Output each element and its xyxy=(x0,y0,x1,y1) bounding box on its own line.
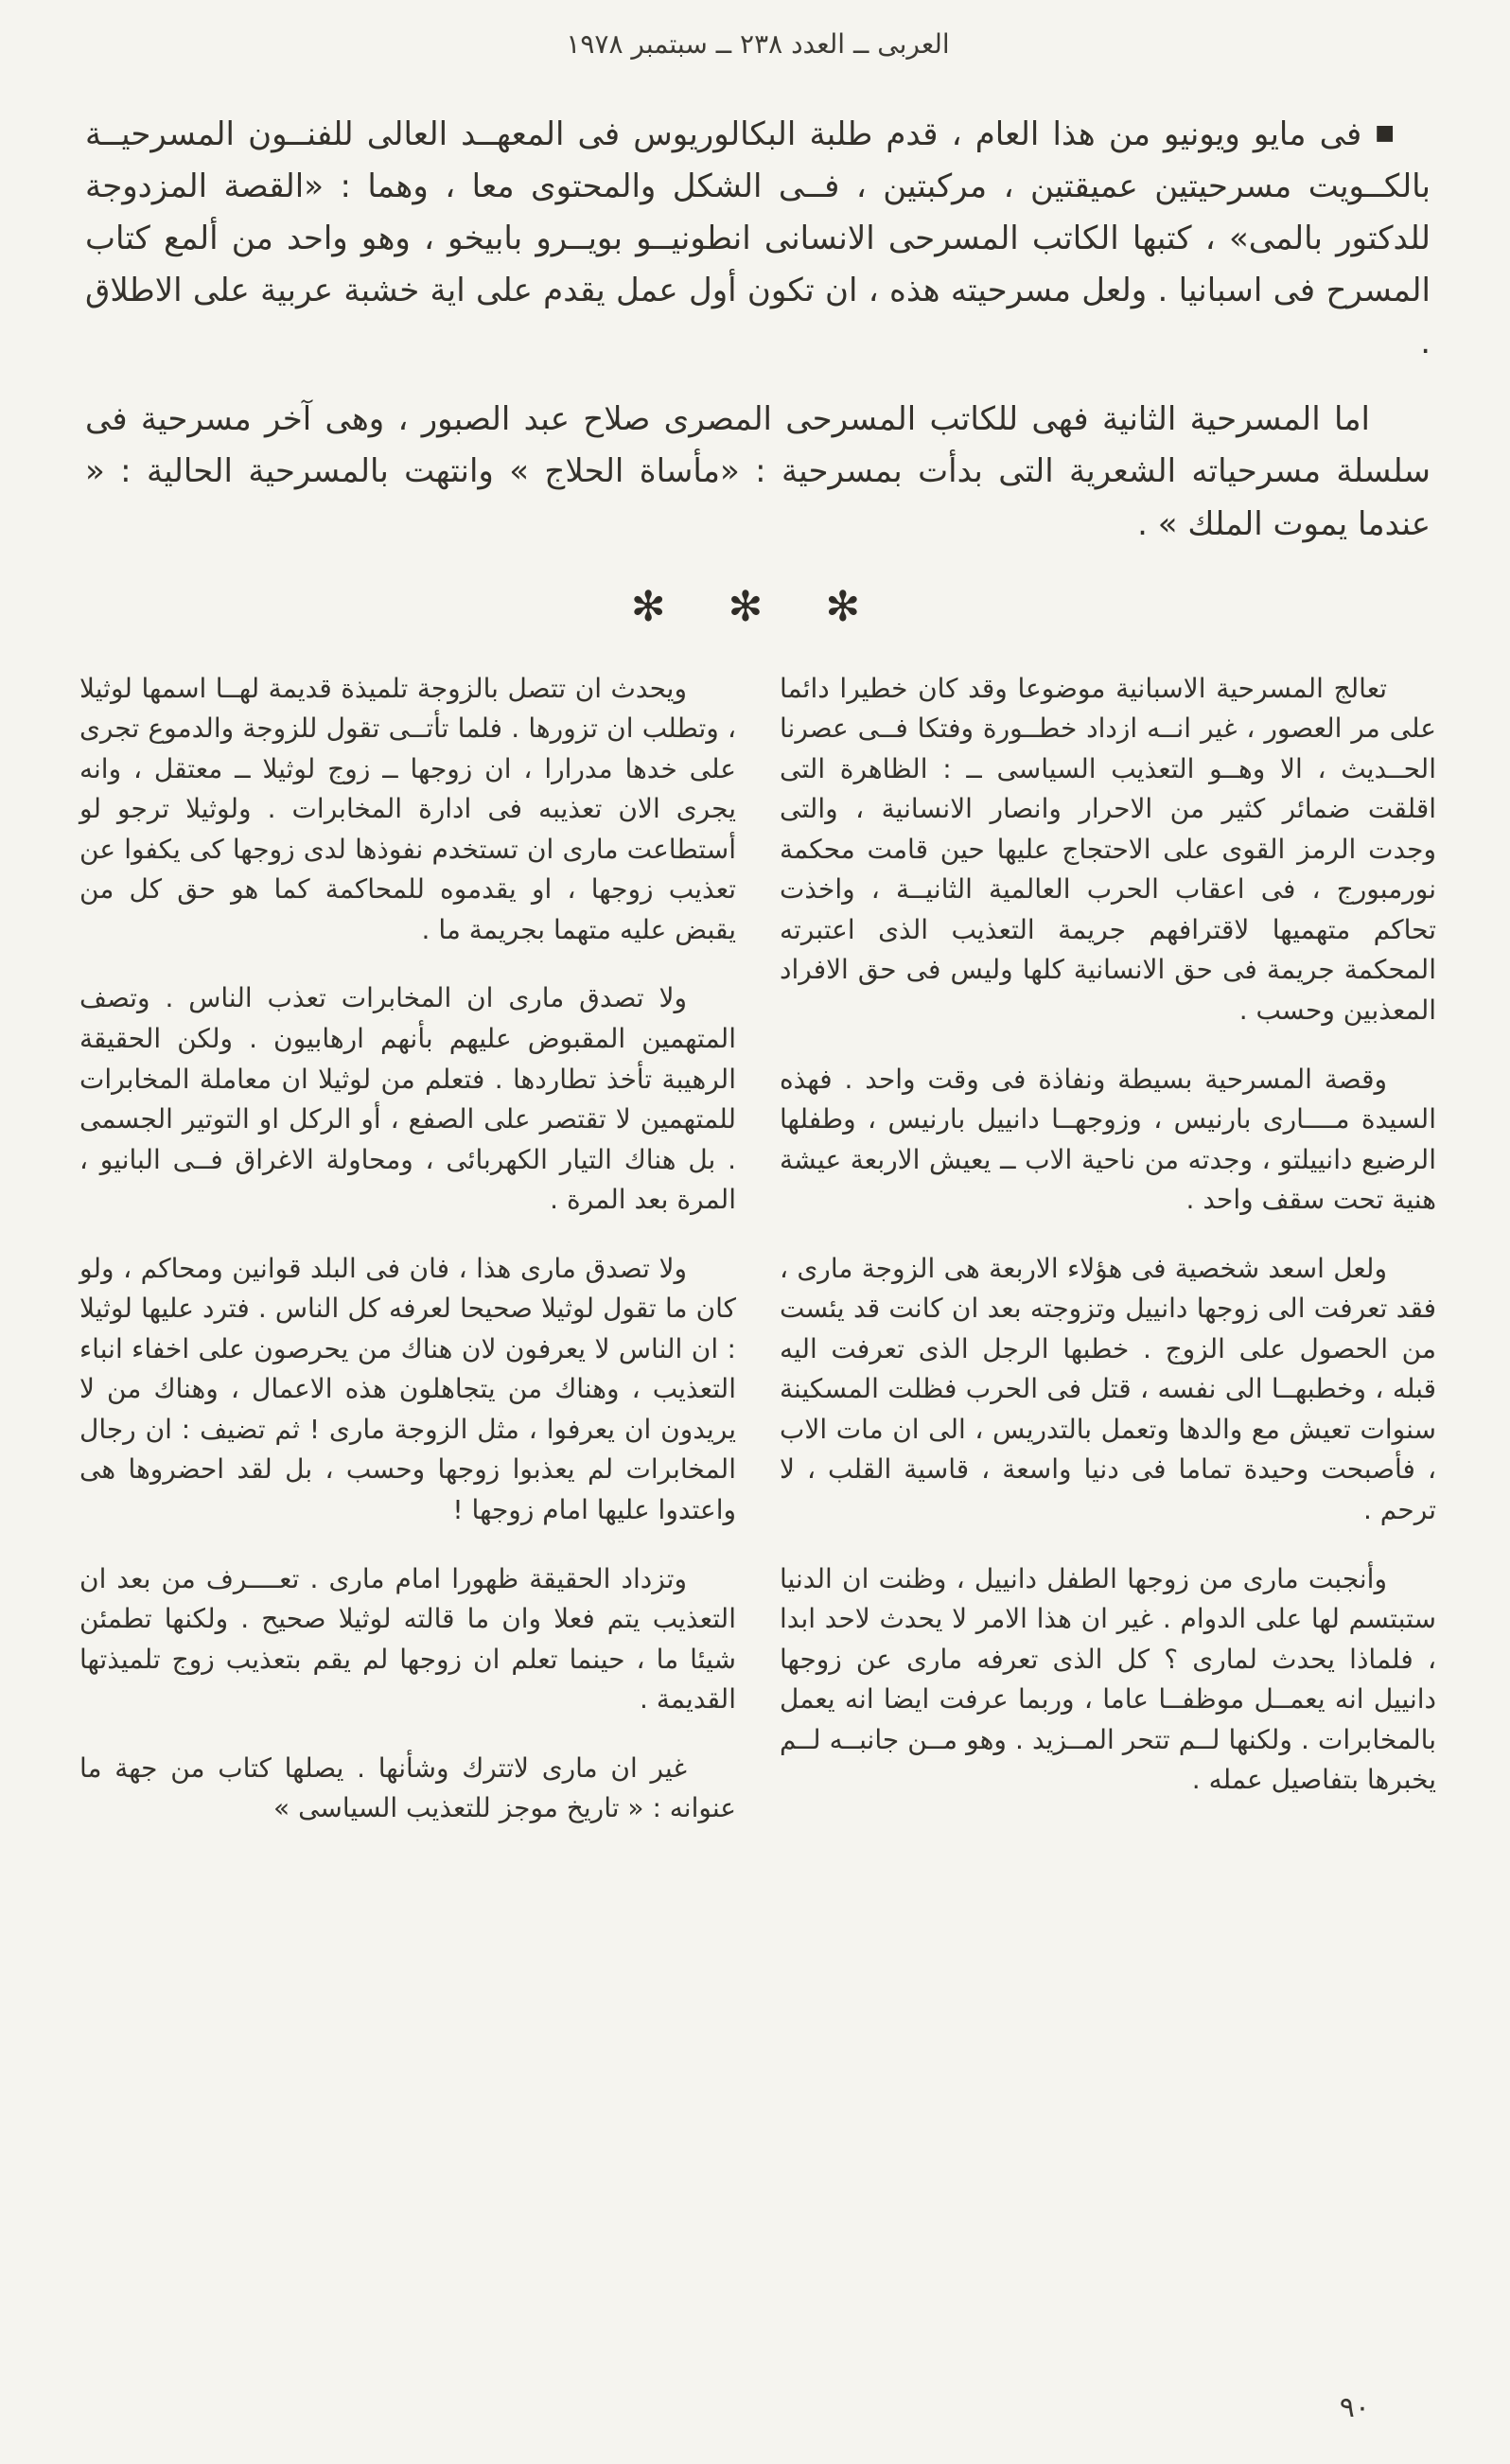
column-left xyxy=(79,669,736,1857)
left-paragraph-5: غير ان مارى لاتترك وشأنها . يصلها كتاب من جهة ما عنوانه : « تاريخ موجز للتعذيب السياسى » xyxy=(79,1751,736,1824)
right-paragraph-3: ولعل اسعد شخصية فى هؤلاء الاربعة هى الزوجة مارى ، فقد تعرفت الى زوجها دانييل وتزوجته بعد ان كانت قد يئست من الحصول على الزوج . خطبها الرجل الذى تعرفت اليه قبله ، وخطبهــا الى نفسه ، قتل فى الحرب فظلت المسكينة سنوات تعيش مع والدها وتعمل بالتدريس ، الى ان مات الاب ، فأصبحت وحيدة تماما فى دنيا واسعة ، قاسية القلب ، لا ترحم . xyxy=(780,1252,1436,1526)
square-bullet-icon: ■ xyxy=(1375,121,1395,145)
left-paragraph-2: ولا تصدق مارى ان المخابرات تعذب الناس . وتصف المتهمين المقبوض عليهم بأنهم ارهابيون . ولكن الحقيقة الرهيبة تأخذ تطاردها . فتعلم من لوثيلا ان معاملة المخابرات للمتهمين لا تقتصر على الصفع ، أو الركل او التوتير الجسمى . بل هناك التيار الكهربائى ، ومحاولة الاغراق فــى البانيو ، المرة بعد المرة . xyxy=(79,982,736,1216)
intro-section xyxy=(85,109,1431,551)
two-column-body xyxy=(79,669,1436,1857)
right-paragraph-4: وأنجبت مارى من زوجها الطفل دانييل ، وظنت ان الدنيا ستبتسم لها على الدوام . غير ان هذا الامر لا يحدث لاحد ابدا ، فلماذا يحدث لمارى ؟ كل الذى تعرفه مارى عن زوجها دانييل انه يعمــل موظفــا عاما ، وربما عرفت ايضا انه يعمل بالمخابرات . ولكنها لــم تتحر المــزيد . وهو مــن جانبــه لــم يخبرها بتفاصيل عمله . xyxy=(780,1562,1436,1796)
page-number: ٩٠ xyxy=(1339,2391,1370,2424)
intro-paragraph-1-text: فى مايو ويونيو من هذا العام ، قدم طلبة البكالوريوس فى المعهــد العالى للفنــون المسرحيــة بالكــويت مسرحيتين عميقتين ، مركبتين ، فــى الشكل والمحتوى معا ، وهما : «القصة المزدوجة للدكتور بالمى» ، كتبها الكاتب المسرحى الانسانى انطونيــو بويــرو بابيخو ، وهو واحد من ألمع كتاب المسرح فى اسبانيا . ولعل مسرحيته هذه ، ان تكون أول عمل يقدم على اية خشبة عربية على الاطلاق . xyxy=(85,115,1431,362)
right-paragraph-1: تعالج المسرحية الاسبانية موضوعا وقد كان خطيرا دائما على مر العصور ، غير انــه ازداد خطــورة وفتكا فــى عصرنا الحــديث ، الا وهــو التعذيب السياسى ــ : الظاهرة التى اقلقت ضمائر كثير من الاحرار وانصار الانسانية ، والتى وجدت الرمز القوى على الاحتجاج عليها حين قامت محكمة نورمبورج ، فى اعقاب الحرب العالمية الثانيــة ، واخذت تحاكم متهميها لاقترافهم جريمة التعذيب الذى اعتبرته المحكمة جريمة فى حق الانسانية كلها وليس فى حق الافراد المعذبين وحسب . xyxy=(780,672,1436,1026)
right-paragraph-2: وقصة المسرحية بسيطة ونفاذة فى وقت واحد . فهذه السيدة مــــارى بارنيس ، وزوجهــا دانييل بارنيس ، وطفلها الرضيع دانييلتو ، وجدته من ناحية الاب ــ يعيش الاربعة عيشة هنية تحت سقف واحد . xyxy=(780,1063,1436,1216)
intro-paragraph-1 xyxy=(85,109,1431,369)
left-paragraph-1: ويحدث ان تتصل بالزوجة تلميذة قديمة لهــا اسمها لوثيلا ، وتطلب ان تزورها . فلما تأتــى تقول للزوجة والدموع تجرى على خدها مدرارا ، ان زوجها ــ زوج لوثيلا ــ معتقل ، وانه يجرى الان تعذيبه فى ادارة المخابرات . ولوثيلا ترجو لو أستطاعت مارى ان تستخدم نفوذها لدى زوجها كى يكفوا عن تعذيب زوجها ، او يقدموه للمحاكمة كما هو حق كل من يقبض عليه متهما بجريمة ما . xyxy=(79,672,736,945)
left-paragraph-3: ولا تصدق مارى هذا ، فان فى البلد قوانين ومحاكم ، ولو كان ما تقول لوثيلا صحيحا لعرفه كل الناس . فترد عليها لوثيلا : ان الناس لا يعرفون لان هناك من يحرصون على اخفاء انباء التعذيب ، وهناك من يتجاهلون هذه الاعمال ، وهناك من لا يريدون ان يعرفوا ، مثل الزوجة مارى ! ثم تضيف : ان رجال المخابرات لم يعذبوا زوجها وحسب ، بل لقد احضروها هى واعتدوا عليها امام زوجها ! xyxy=(79,1252,736,1526)
column-right xyxy=(780,669,1436,1857)
left-paragraph-4: وتزداد الحقيقة ظهورا امام مارى . تعــــرف من بعد ان التعذيب يتم فعلا وان ما قالته لوثيلا صحيح . ولكنها تطمئن شيئا ما ، حينما تعلم ان زوجها لم يقم بتعذيب زوج تلميذتها القديمة . xyxy=(79,1562,736,1716)
intro-paragraph-2: اما المسرحية الثانية فهى للكاتب المسرحى المصرى صلاح عبد الصبور ، وهى آخر مسرحية فى سلسلة مسرحياته الشعرية التى بدأت بمسرحية : «مأساة الحلاج » وانتهت بالمسرحية الحالية : « عندما يموت الملك » . xyxy=(85,400,1431,543)
issue-header: العربى ــ العدد ٢٣٨ ــ سبتمبر ١٩٧٨ xyxy=(566,28,950,60)
stars-separator: ✻ ✻ ✻ xyxy=(630,582,886,631)
